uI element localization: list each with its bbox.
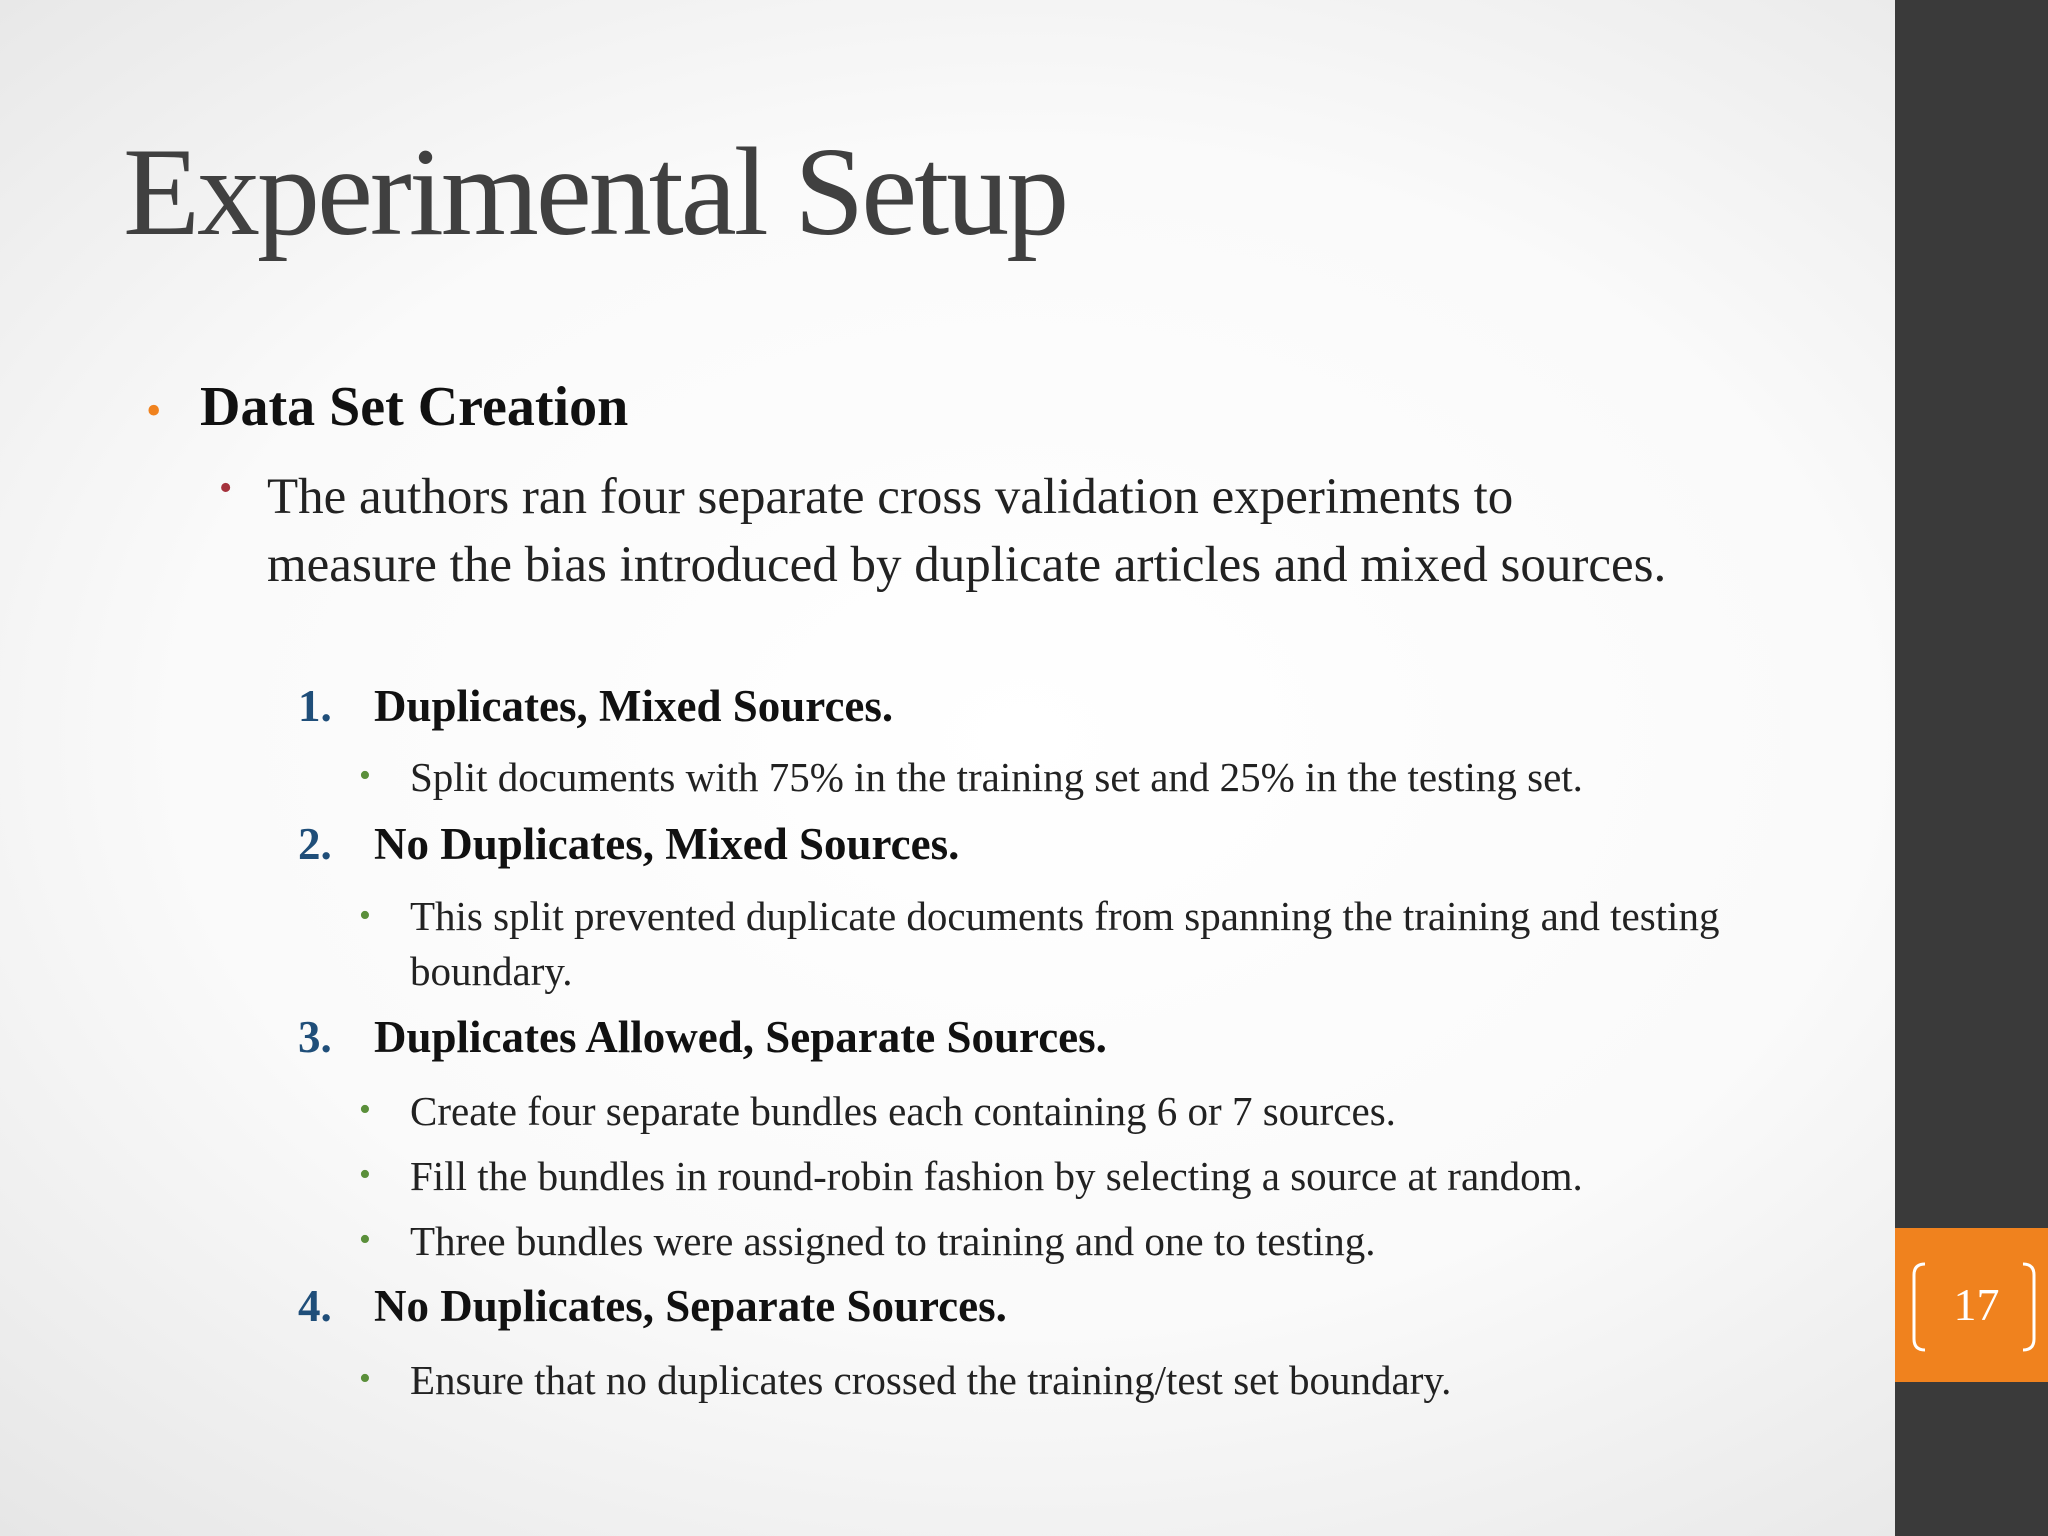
page-number: 17 <box>1953 1279 2000 1330</box>
section-heading: Data Set Creation <box>200 376 629 438</box>
list-item-detail: Create four separate bundles each containing 6 or 7 sources. <box>410 1088 1396 1134</box>
list-number: 2. <box>298 819 332 869</box>
bullet-icon: • <box>146 386 162 435</box>
slide-title: Experimental Setup <box>123 123 1067 262</box>
list-item-detail: Three bundles were assigned to training and one to testing. <box>410 1218 1376 1264</box>
bullet-icon: • <box>359 1360 371 1397</box>
list-item-heading: No Duplicates, Mixed Sources. <box>374 819 960 869</box>
bullet-icon: • <box>359 757 371 794</box>
intro-text: The authors ran four separate cross validation experiments to measure the bias introduced by duplicate articles and mixed sources. <box>267 469 1667 593</box>
list-item-detail: This split prevented duplicate documents from spanning the training and testing boundary. <box>410 893 1720 994</box>
list-item-detail: Ensure that no duplicates crossed the training/test set boundary. <box>410 1357 1452 1403</box>
list-item-detail: Fill the bundles in round-robin fashion by selecting a source at random. <box>410 1153 1583 1199</box>
list-number: 4. <box>298 1281 332 1331</box>
bullet-icon: • <box>359 1221 371 1258</box>
list-item-heading: No Duplicates, Separate Sources. <box>374 1281 1007 1331</box>
bullet-icon: • <box>359 1156 371 1193</box>
bullet-icon: • <box>219 467 233 509</box>
page-number-box <box>1895 1228 2048 1382</box>
list-item-heading: Duplicates Allowed, Separate Sources. <box>374 1012 1107 1062</box>
list-item-heading: Duplicates, Mixed Sources. <box>374 681 894 731</box>
list-item-detail: Split documents with 75% in the training set and 25% in the testing set. <box>410 754 1583 800</box>
bullet-icon: • <box>359 897 371 934</box>
list-number: 1. <box>298 681 332 731</box>
bullet-icon: • <box>359 1091 371 1128</box>
list-number: 3. <box>298 1012 332 1062</box>
